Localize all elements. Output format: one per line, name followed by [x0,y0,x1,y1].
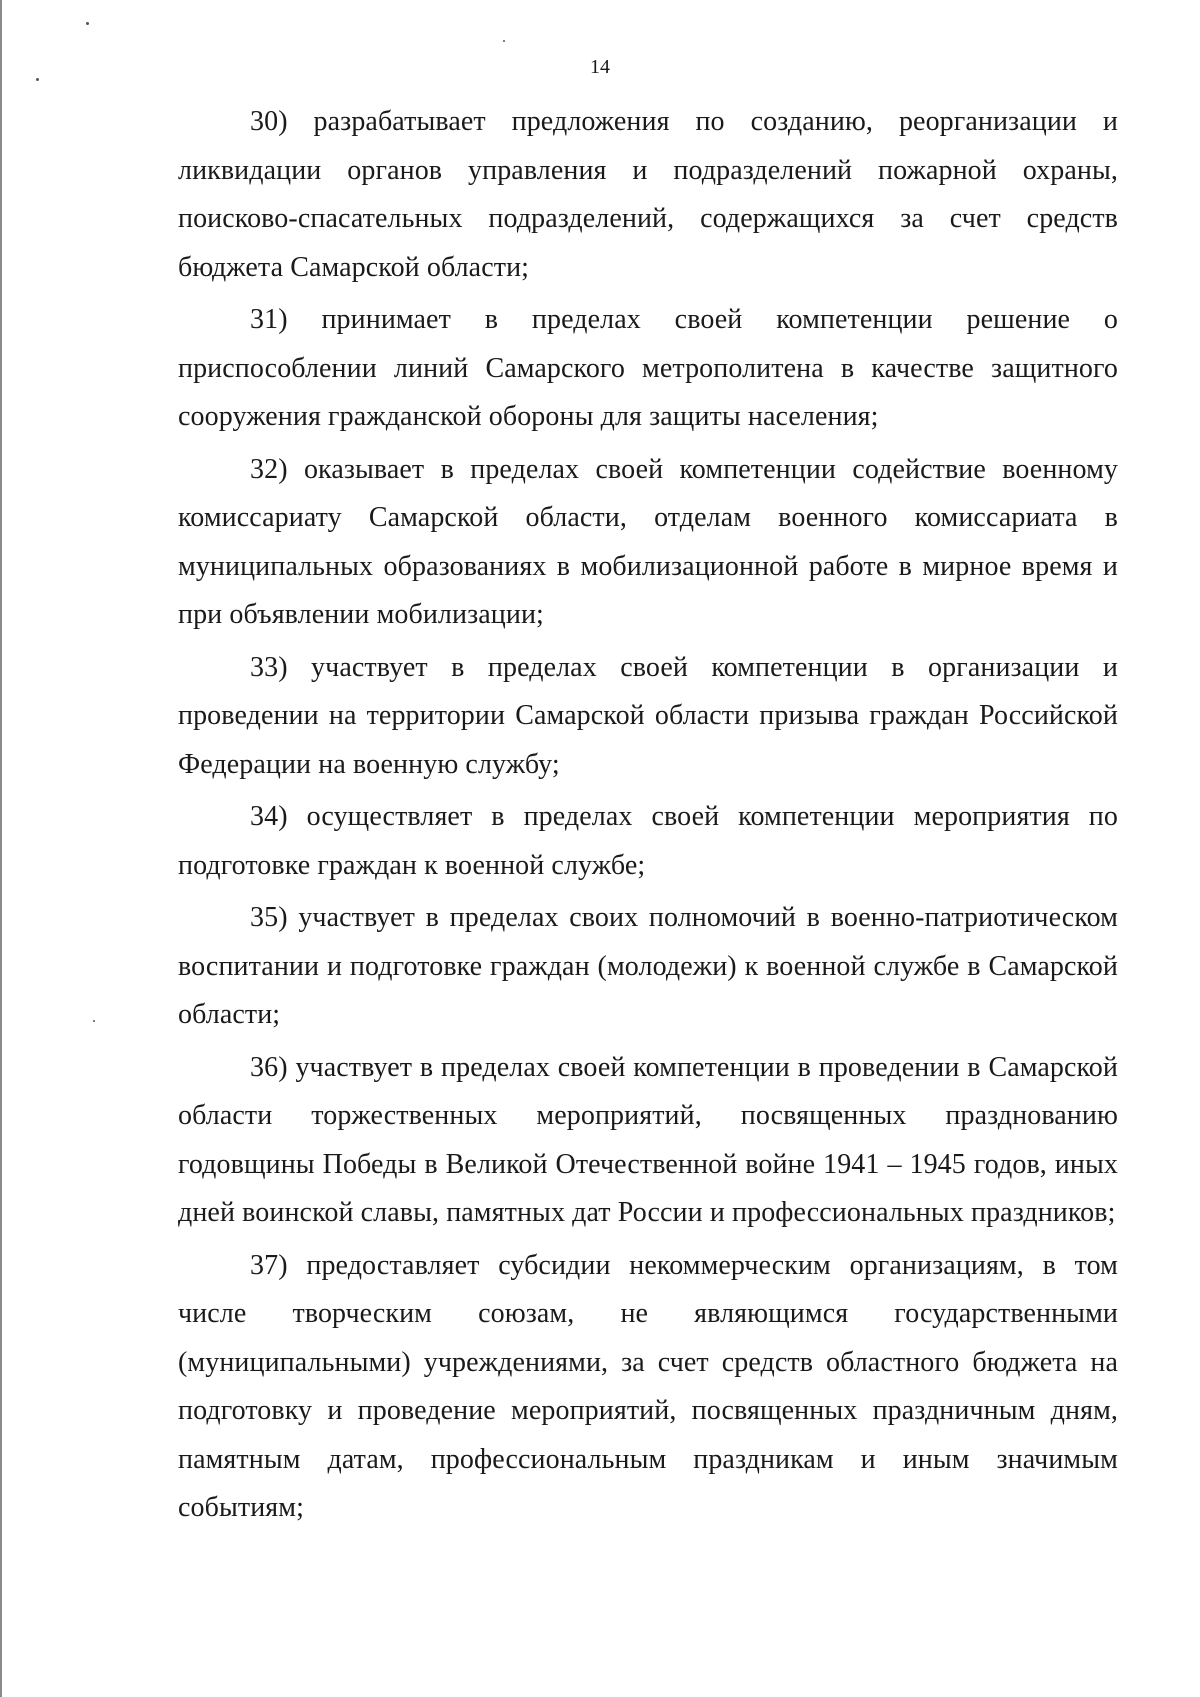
paragraph-item-36: 36) участвует в пределах своей компетенции в проведении в Самарской области торжественных мероприятий, посвященных празднованию годовщины Победы в Великой Отечественной войне 1941 – 1945 годов, иных дней воинской славы, памятных дат России и профессиональных праздников; [178,1051,1118,1228]
paragraph-item-31: 31) принимает в пределах своей компетенции решение о приспособлении линий Самарского метрополитена в качестве защитного сооружения гражданской обороны для защиты населения; [178,304,1118,432]
paragraph-item-35: 35) участвует в пределах своих полномочий в военно-патриотическом воспитании и подготовке граждан (молодежи) к военной службе в Самарской области; [178,902,1118,1030]
scan-speck [86,22,89,25]
paragraph-item-30: 30) разрабатывает предложения по созданию, реорганизации и ликвидации органов управления и подразделений пожарной охраны, поисково-спасательных подразделений, содержащихся за счет средств бюджета Самарской области; [178,106,1118,283]
paragraph-item-34: 34) осуществляет в пределах своей компетенции мероприятия по подготовке граждан к военной службе; [178,801,1118,881]
scan-speck [93,1020,95,1022]
paragraph-item-37: 37) предоставляет субсидии некоммерческим организациям, в том числе творческим союзам, не являющимся государственными (муниципальными) учреждениями, за счет средств областного бюджета на подготовку и проведение мероприятий, посвященных праздничным дням, памятным датам, профессиональным праздникам и иным значимым событиям; [178,1249,1118,1523]
paragraph-item-33: 33) участвует в пределах своей компетенции в организации и проведении на территории Самарской области призыва граждан Российской Федерации на военную службу; [178,651,1118,780]
page-number: 14 [590,56,610,78]
scan-speck [503,40,505,42]
document-body [178,98,1118,1537]
scan-left-edge [0,0,2,1697]
paragraph-item-32: 32) оказывает в пределах своей компетенции содействие военному комиссариату Самарской области, отделам военного комиссариата в муниципальных образованиях в мобилизационной работе в мирное время и при объявлении мобилизации; [178,453,1118,630]
